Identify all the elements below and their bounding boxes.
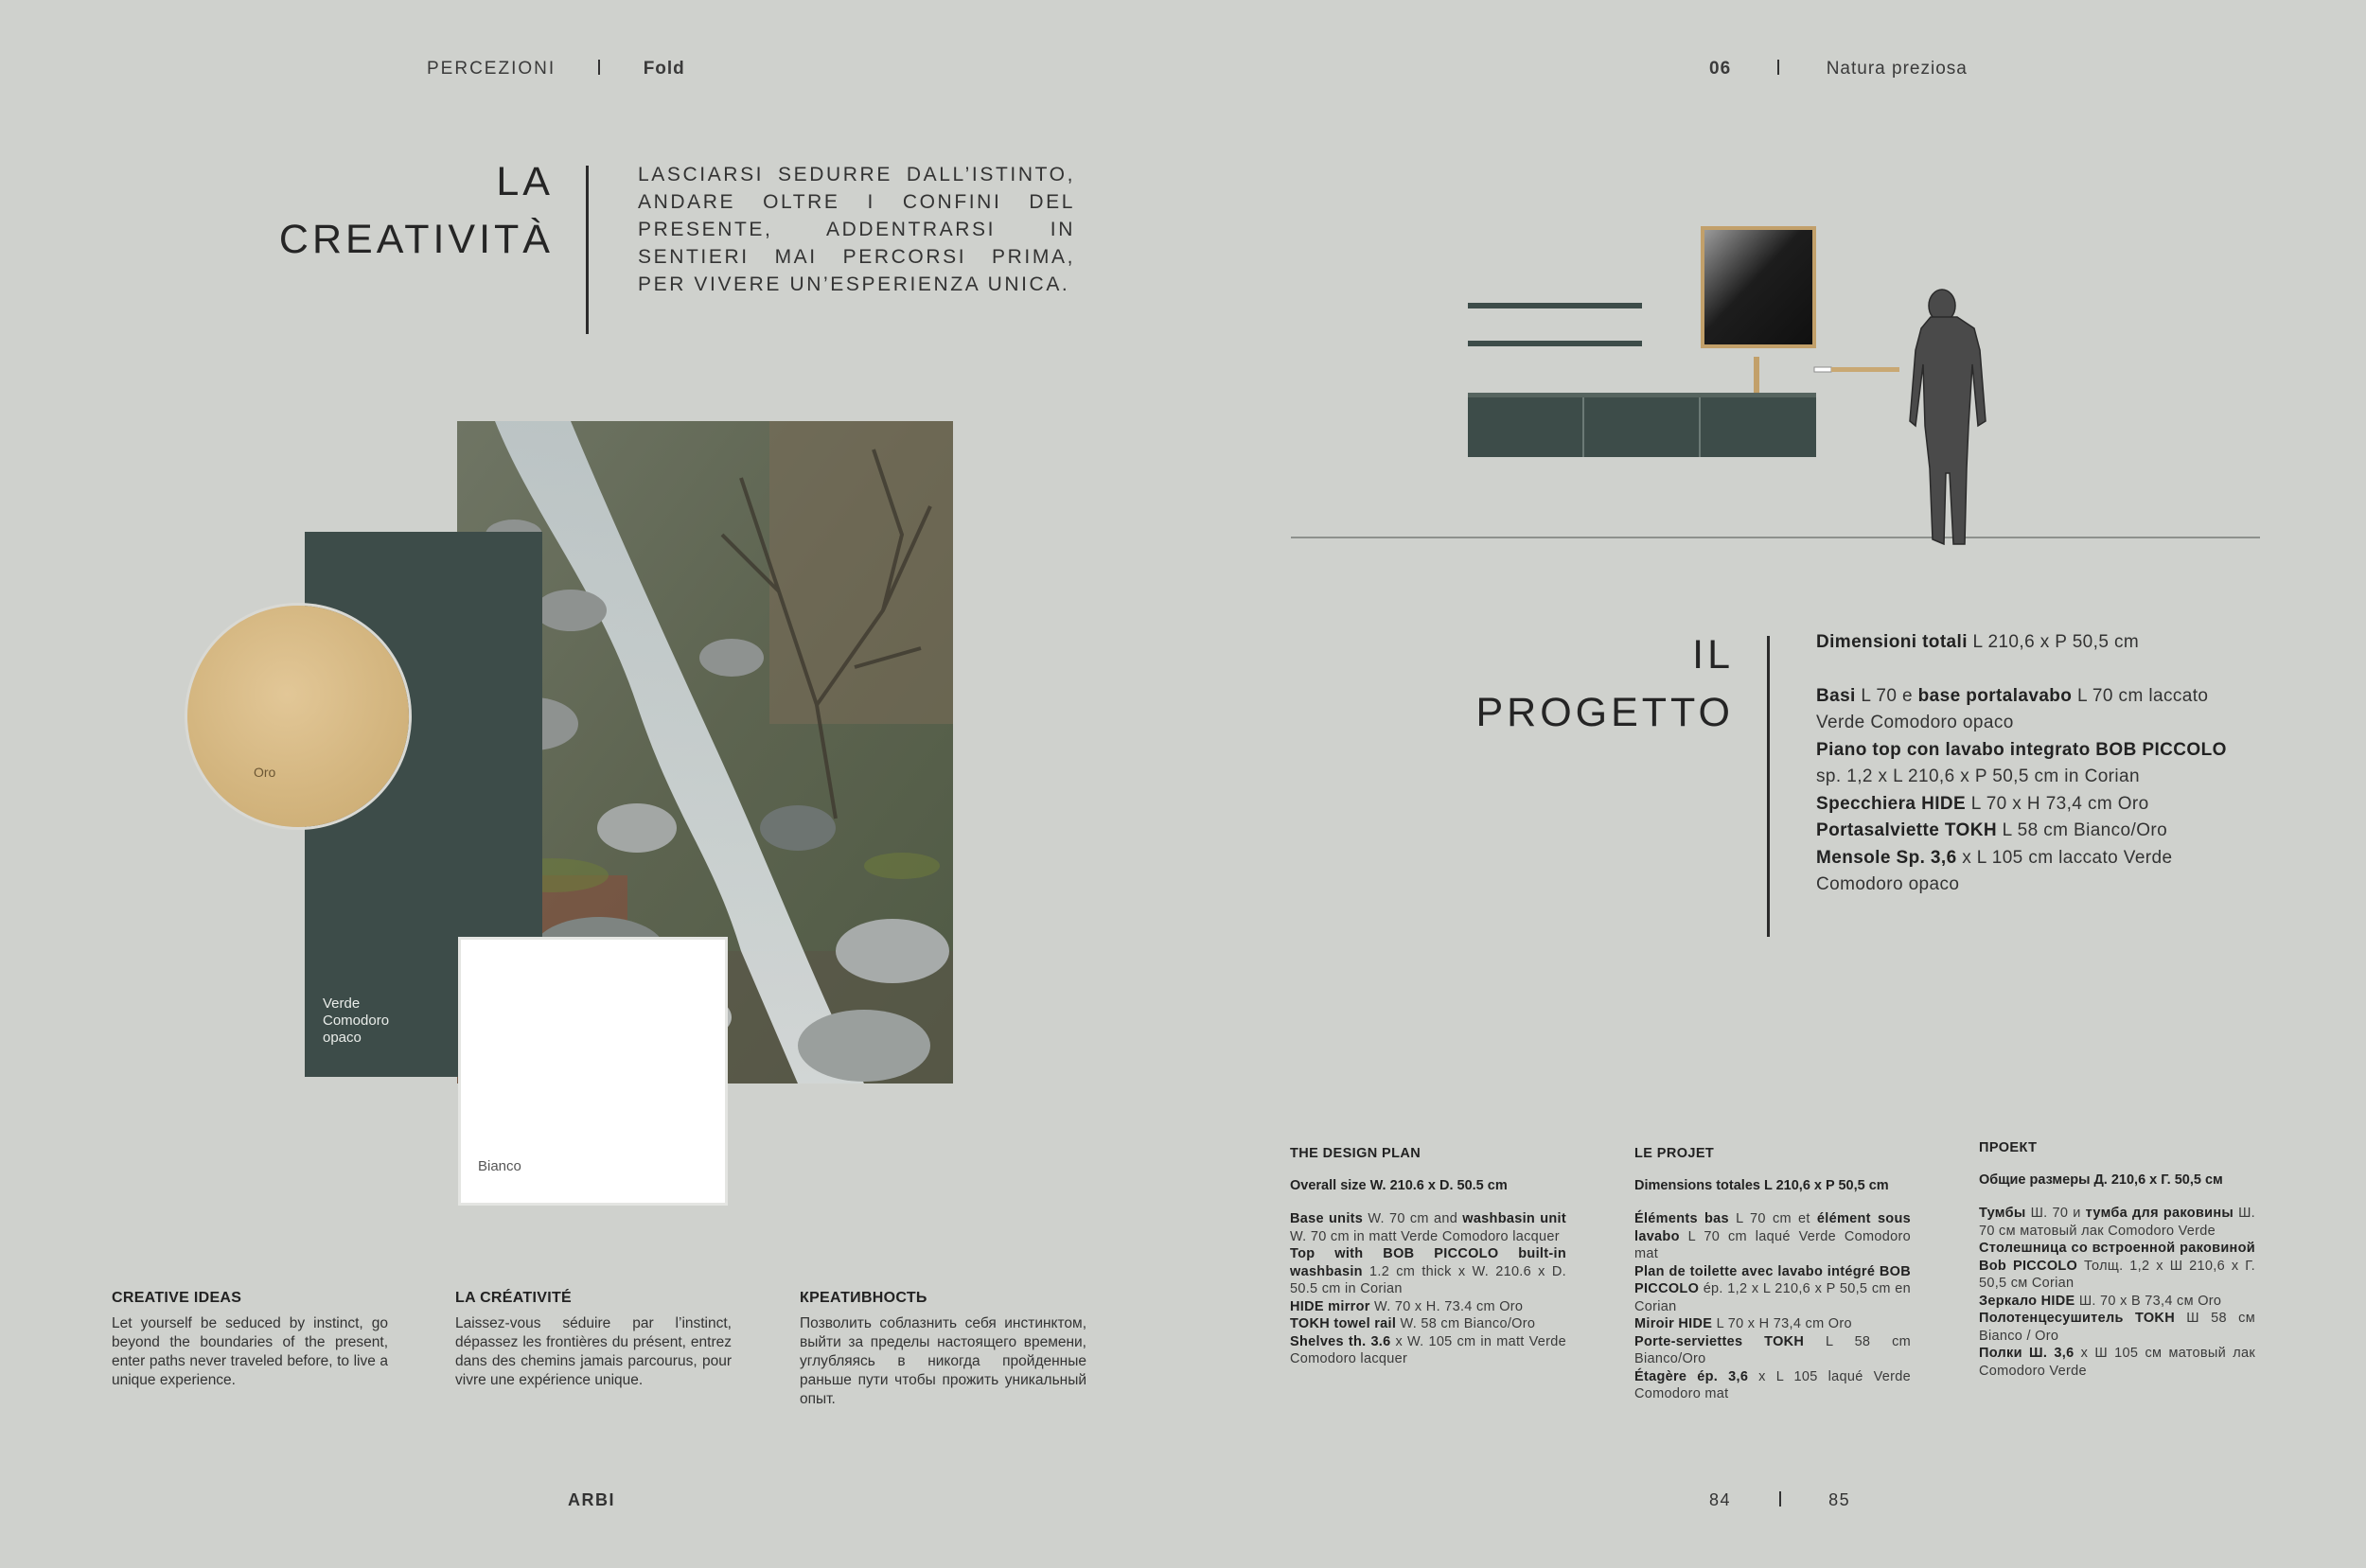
spec-bases: Basi L 70 e base portalavabo L 70 cm laccato Verde Comodoro opaco [1816, 685, 2209, 732]
plan-lines: Éléments bas L 70 cm et élément sous lavabo L 70 cm laqué Verde Comodoro mat Plan de toilette avec lavabo intégré BOB PICCOLO ép. 1,2 x L 210,6 x P 50,5 cm en Corian Miroir HIDE L 70 x H 73,4 cm Oro Porte-serviettes TOKH L 58 cm Bianco/Oro Étagère ép. 3,6 x L 105 laqué Verde Comodoro mat [1634, 1211, 1911, 1401]
header-divider [598, 60, 600, 75]
plan-fr [1634, 1146, 1911, 1403]
translation-ru [800, 1290, 1086, 1409]
plan-title: THE DESIGN PLAN [1290, 1146, 1421, 1161]
creativity-title-line1: LA [496, 159, 554, 204]
spec-towel-rail: Portasalviette TOKH L 58 cm Bianco/Oro [1816, 820, 2168, 840]
project-title [1448, 626, 1734, 742]
plan-ru [1979, 1140, 2255, 1380]
spec-mirror: Specchiera HIDE L 70 x H 73,4 cm Oro [1816, 793, 2149, 814]
project-title-line2: PROGETTO [1475, 690, 1734, 735]
creativity-intro: LASCIARSI SEDURRE DALL’ISTINTO, ANDARE OLTRE I CONFINI DEL PRESENTE, ADDENTRARSI IN SENTIERI MAI PERCORSI PRIMA, PER VIVERE UN’ESPERIENZA UNICA. [638, 164, 1075, 295]
swatch-bianco [461, 940, 725, 1203]
footer-brand: ARBI [568, 1490, 615, 1509]
plan-title: LE PROJET [1634, 1146, 1715, 1161]
spec-overall: Dimensioni totali L 210,6 x P 50,5 cm [1816, 632, 2140, 652]
translation-text: Laissez-vous séduire par l’instinct, dépassez les frontières du présent, entrez dans des chemins jamais parcourus, pour vivre une expérience unique. [455, 1315, 732, 1388]
chapter-number: 06 [1709, 59, 1732, 79]
project-specs [1816, 629, 2251, 899]
swatch-oro [187, 606, 409, 827]
page-number-right: 85 [1828, 1490, 1851, 1509]
spec-top: Piano top con lavabo integrato BOB PICCOLO sp. 1,2 x L 210,6 x P 50,5 cm in Corian [1816, 739, 2227, 786]
plan-lines: Тумбы Ш. 70 и тумба для раковины Ш. 70 см матовый лак Comodoro Verde Столешница со встроенной раковиной Bob PICCOLO Толщ. 1,2 x Ш 210,6 x Г. 50,5 см Corian Зеркало HIDE Ш. 70 x В 73,4 см Oro Полотенцесушитель TOKH Ш 58 см Bianco / Oro Полки Ш. 3,6 x Ш 105 см матовый лак Comodoro Verde [1979, 1206, 2256, 1379]
product-drawing [1291, 222, 2260, 582]
footer-divider [1779, 1491, 1781, 1506]
plan-en [1290, 1146, 1566, 1368]
plan-title: ПРОЕКТ [1979, 1140, 2038, 1155]
translation-text: Позволить соблазнить себя инстинктом, выйти за пределы настоящего времени, углубляясь в никогда пройденные раньше пути чтобы прожить уникальный опыт. [800, 1315, 1086, 1407]
plan-overall: Общие размеры Д. 210,6 x Г. 50,5 см [1979, 1172, 2223, 1188]
header-right [1709, 59, 1968, 79]
translation-en [112, 1290, 388, 1390]
plan-overall: Overall size W. 210.6 x D. 50.5 cm [1290, 1178, 1508, 1193]
header-divider [1777, 60, 1779, 75]
footer-pages [1709, 1490, 1850, 1510]
translation-title: LA CRÉATIVITÉ [455, 1290, 573, 1306]
swatch-oro-label: Oro [254, 765, 276, 780]
page-number-left: 84 [1709, 1490, 1732, 1509]
project-divider [1767, 636, 1770, 937]
plan-lines: Base units W. 70 cm and washbasin unit W. 70 cm in matt Verde Comodoro lacquer Top with BOB PICCOLO built-in washbasin 1.2 cm thick x W. 210.6 x D. 50.5 cm in Corian HIDE mirror W. 70 x H. 73.4 cm Oro TOKH towel rail W. 58 cm Bianco/Oro Shelves th. 3.6 x W. 105 cm in matt Verde Comodoro lacquer [1290, 1211, 1566, 1366]
chapter-title: Natura preziosa [1826, 59, 1968, 79]
translation-title: КРЕАТИВНОСТЬ [800, 1290, 927, 1306]
translation-title: CREATIVE IDEAS [112, 1290, 242, 1306]
collection-name: Fold [643, 59, 685, 79]
project-title-line1: IL [1692, 632, 1734, 678]
translation-fr [455, 1290, 732, 1390]
header-left [427, 59, 685, 79]
spec-shelves: Mensole Sp. 3,6 x L 105 cm laccato Verde Comodoro opaco [1816, 847, 2173, 894]
translation-text: Let yourself be seduced by instinct, go beyond the boundaries of the present, enter paths never traveled before, to live a unique experience. [112, 1315, 388, 1388]
section-label: PERCEZIONI [427, 59, 556, 79]
title-divider [586, 166, 589, 334]
swatch-bianco-label: Bianco [478, 1158, 521, 1174]
plan-overall: Dimensions totales L 210,6 x P 50,5 cm [1634, 1178, 1889, 1193]
swatch-verde-label: Verde Comodoro opaco [323, 995, 390, 1046]
creativity-title [189, 153, 554, 269]
creativity-title-line2: CREATIVITÀ [278, 217, 554, 262]
